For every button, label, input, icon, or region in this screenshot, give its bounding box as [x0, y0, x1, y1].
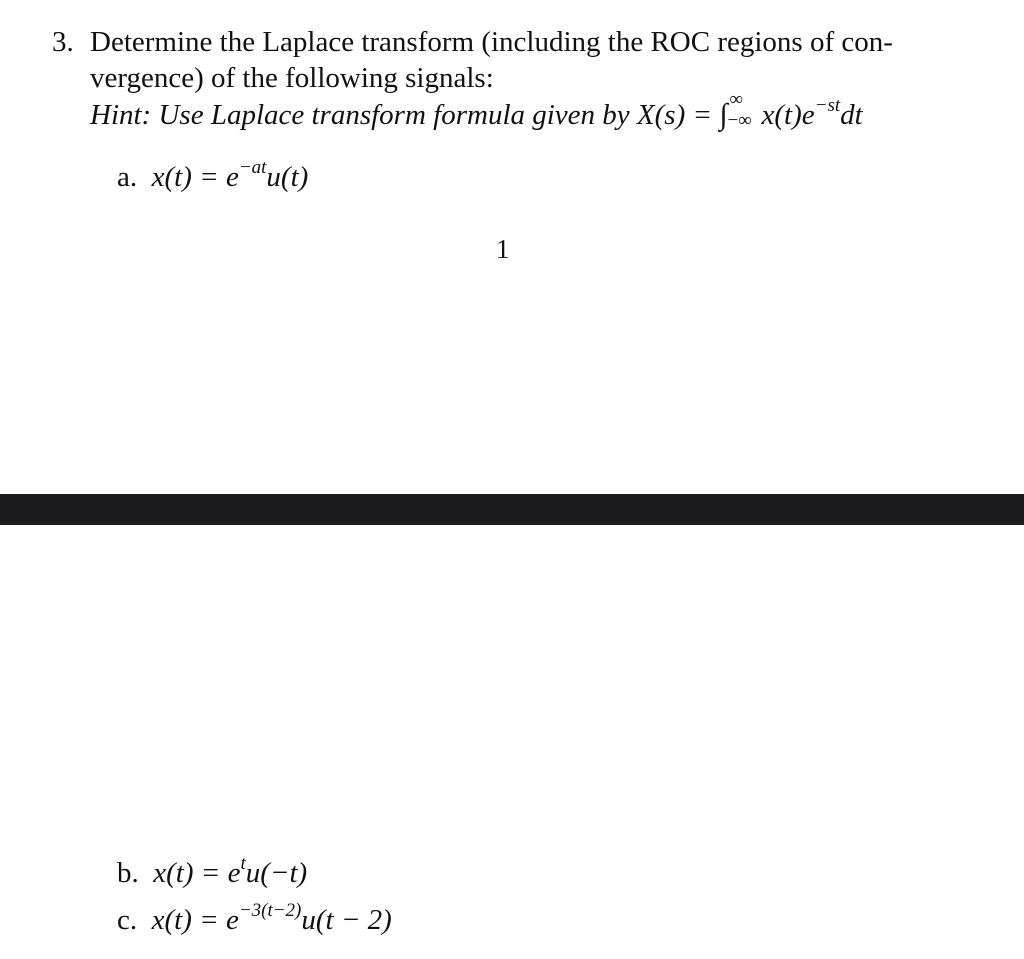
part-c-exponent: −3(t−2)	[238, 900, 302, 921]
integral-sign: ∫	[719, 98, 728, 131]
page-divider	[0, 494, 1024, 525]
part-a-lhs: x(t) = e	[151, 161, 239, 193]
hint-prefix: Hint: Use Laplace transform formula given by	[90, 99, 637, 131]
part-a-rest: u(t)	[266, 161, 309, 193]
part-c-label: c.	[117, 904, 138, 936]
part-c	[117, 900, 392, 937]
part-b-lhs: x(t) = e	[153, 857, 241, 889]
page-number: 1	[496, 234, 510, 264]
part-a	[117, 157, 309, 194]
part-c-rest: u(t − 2)	[301, 904, 392, 936]
part-c-lhs: x(t) = e	[151, 904, 239, 936]
part-a-label: a.	[117, 161, 138, 193]
part-b-exponent: t	[240, 853, 246, 874]
part-b-label: b.	[117, 857, 139, 889]
hint-lhs: X(s) =	[636, 99, 720, 131]
integral-limits	[727, 89, 762, 131]
hint-differential: dt	[840, 99, 863, 131]
question-line-1: Determine the Laplace transform (including the ROC regions of con-	[90, 26, 893, 58]
question-line-2: vergence) of the following signals:	[90, 62, 494, 94]
hint-line	[90, 89, 863, 132]
part-a-exponent: −at	[238, 157, 267, 178]
part-b	[117, 853, 308, 890]
hint-integrand: x(t)e	[761, 99, 815, 131]
part-b-rest: u(−t)	[245, 857, 308, 889]
hint-exponent: −st	[814, 95, 841, 116]
question-number: 3.	[52, 26, 74, 58]
page-bottom	[0, 525, 1024, 959]
integral-upper-limit: ∞	[729, 89, 744, 110]
integral-lower-limit: −∞	[727, 110, 752, 131]
